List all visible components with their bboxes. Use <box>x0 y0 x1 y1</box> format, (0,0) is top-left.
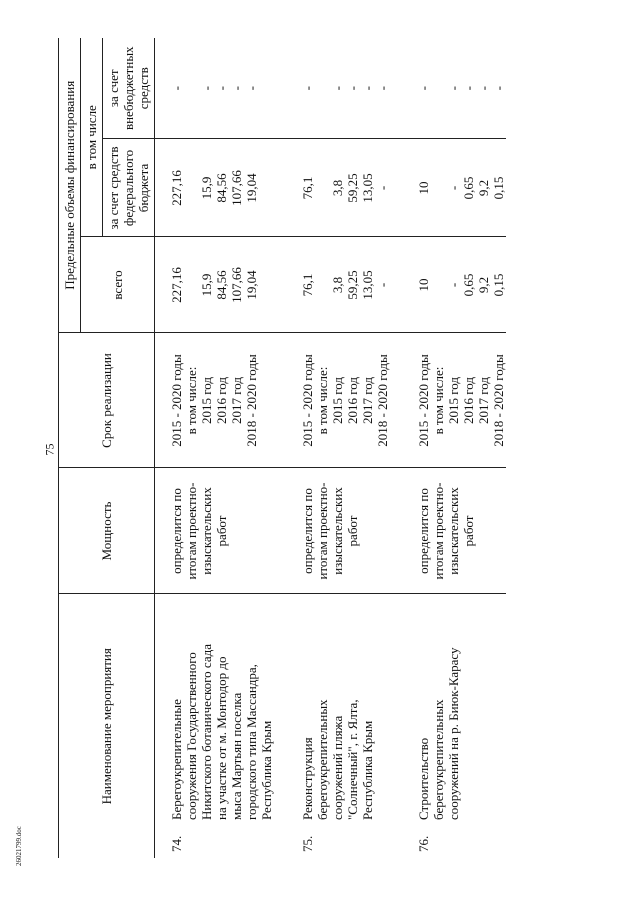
table-row <box>286 38 390 858</box>
table-container <box>58 38 546 858</box>
funding-federal-line: 0,65 <box>461 176 476 200</box>
spacer-cell <box>274 824 286 858</box>
funding-federal-line: 3,8 <box>330 179 345 197</box>
funding-extrabudgetary-line: - <box>244 86 259 91</box>
funding-federal-line: 15,9 <box>199 176 214 200</box>
funding-extrabudgetary-line: - <box>229 86 244 91</box>
funding-extrabudgetary-line <box>184 42 199 135</box>
capacity-line: работ <box>345 515 360 547</box>
funding-total-line: 0,15 <box>491 273 506 297</box>
implementation-period-line: 2016 год <box>214 377 229 424</box>
table-row <box>155 38 275 858</box>
funding-total-line <box>315 242 330 329</box>
implementation-period-line: 2017 год <box>360 377 375 424</box>
activity-name-line: берегоукрепительных <box>431 699 446 820</box>
funding-extrabudgetary <box>402 38 506 139</box>
activity-name <box>286 594 390 824</box>
header-including: в том числе <box>81 38 103 237</box>
page-number: 75 <box>42 443 57 456</box>
implementation-period-line: 2016 год <box>345 377 360 424</box>
funding-federal-line: - <box>375 185 390 191</box>
funding-total <box>155 237 275 333</box>
activity-name-line: "Солнечный", г. Ялта, <box>345 699 360 820</box>
funding-federal <box>402 139 506 237</box>
funding-total-line: 10 <box>416 278 431 292</box>
funding-extrabudgetary-line: - <box>214 86 229 91</box>
spacer-cell <box>274 468 286 594</box>
spacer-cell <box>274 38 286 139</box>
funding-extrabudgetary-line: - <box>345 86 360 91</box>
activity-name-line: сооружений пляжа <box>330 715 345 820</box>
funding-federal-line: 9,2 <box>476 179 491 197</box>
implementation-period-line: 2015 - 2020 годы <box>300 354 315 447</box>
implementation-period-line: 2017 год <box>476 377 491 424</box>
implementation-period-line: 2016 год <box>461 377 476 424</box>
implementation-period-line: 2015 - 2020 годы <box>416 354 431 447</box>
implementation-period-line: 2018 - 2020 годы <box>375 354 390 447</box>
header-period: Срок реализации <box>59 333 155 468</box>
activity-name-line: Реконструкция <box>300 737 315 820</box>
capacity-line: определится по <box>169 488 184 574</box>
funding-federal <box>286 139 390 237</box>
header-federal: за счет средств федерального бюджета <box>103 139 155 237</box>
spacer-cell <box>390 333 402 468</box>
funding-federal-line: 107,66 <box>229 170 244 206</box>
capacity-line: изыскательских <box>446 487 461 575</box>
funding-total <box>402 237 506 333</box>
funding-total-line: 9,2 <box>476 276 491 294</box>
implementation-period-line: в том числе: <box>184 366 199 435</box>
capacity-line: изыскательских <box>199 487 214 575</box>
activity-name <box>402 594 506 824</box>
spacer-cell <box>274 333 286 468</box>
spacer-cell <box>274 594 286 824</box>
funding-federal-line <box>431 144 446 233</box>
document-code: 26021799.doc <box>15 826 23 866</box>
activity-name-line: Республика Крым <box>259 720 274 820</box>
implementation-period-line: 2015 год <box>330 377 345 424</box>
funding-total-line: 19,04 <box>244 270 259 300</box>
funding-extrabudgetary-line: - <box>446 86 461 91</box>
activity-name-line: Берегоукрепительные <box>169 699 184 820</box>
activity-name-line: сооружений на р. Биюк-Карасу <box>446 647 461 820</box>
activity-name-line: Республика Крым <box>360 720 375 820</box>
activity-name-line: берегоукрепительных <box>315 699 330 820</box>
implementation-period <box>286 333 390 468</box>
funding-federal-line: 10 <box>416 181 431 195</box>
funding-extrabudgetary-line: - <box>300 86 315 91</box>
capacity-line: итогам проектно- <box>184 482 199 580</box>
implementation-period-line: 2017 год <box>229 377 244 424</box>
funding-extrabudgetary-line: - <box>199 86 214 91</box>
funding-federal-line: 84,56 <box>214 173 229 203</box>
funding-extrabudgetary <box>155 38 275 139</box>
spacer-cell <box>390 38 402 139</box>
funding-total-line <box>431 242 446 329</box>
header-funding-group: Предельные объемы финансирования <box>59 38 81 333</box>
funding-federal-line: 76,1 <box>300 176 315 200</box>
table-body <box>155 38 507 858</box>
capacity <box>402 468 506 594</box>
implementation-period-line: 2015 год <box>199 377 214 424</box>
implementation-period-line: 2018 - 2020 годы <box>491 354 506 447</box>
activity-name-line: мыса Мартьян поселка <box>229 692 244 820</box>
spacer-cell <box>390 594 402 824</box>
activity-name-line: городского типа Массандра, <box>244 664 259 820</box>
funding-federal-line: - <box>446 185 461 191</box>
capacity-line: работ <box>214 515 229 547</box>
implementation-period-line: 2018 - 2020 годы <box>244 354 259 447</box>
header-capacity: Мощность <box>59 468 155 594</box>
capacity-line: определится по <box>416 488 431 574</box>
capacity-line: итогам проектно- <box>315 482 330 580</box>
capacity <box>286 468 390 594</box>
implementation-period <box>402 333 506 468</box>
funding-total-line: 13,05 <box>360 270 375 300</box>
row-number: 76. <box>416 835 431 852</box>
activity-name <box>155 594 275 824</box>
funding-extrabudgetary-line: - <box>375 86 390 91</box>
row-number: 74. <box>169 835 184 852</box>
funding-total-line <box>184 242 199 329</box>
capacity-line: определится по <box>300 488 315 574</box>
funding-federal-line: 59,25 <box>345 173 360 203</box>
funding-total-line: - <box>446 282 461 288</box>
funding-total-line: 76,1 <box>300 273 315 297</box>
activity-name-line: Никитского ботанического сада <box>199 643 214 820</box>
funding-total-line: 3,8 <box>330 276 345 294</box>
header-name: Наименование мероприятия <box>59 594 155 858</box>
capacity-line: работ <box>461 515 476 547</box>
capacity-line: изыскательских <box>330 487 345 575</box>
spacer-cell <box>274 139 286 237</box>
funding-total <box>286 237 390 333</box>
funding-extrabudgetary-line: - <box>360 86 375 91</box>
spacer-cell <box>390 824 402 858</box>
funding-extrabudgetary-line: - <box>416 86 431 91</box>
funding-extrabudgetary-line: - <box>461 86 476 91</box>
row-number: 75. <box>300 835 315 852</box>
activity-name-line: на участке от м. Монтодор до <box>214 656 229 820</box>
spacer-cell <box>390 468 402 594</box>
funding-extrabudgetary-line: - <box>476 86 491 91</box>
table-row <box>402 38 506 858</box>
implementation-period <box>155 333 275 468</box>
funding-extrabudgetary-line <box>431 42 446 135</box>
funding-extrabudgetary-line <box>315 42 330 135</box>
funding-extrabudgetary-line: - <box>491 86 506 91</box>
capacity <box>155 468 275 594</box>
funding-federal-line <box>184 144 199 233</box>
capacity-line: итогам проектно- <box>431 482 446 580</box>
row-spacer <box>390 38 402 858</box>
funding-federal-line: 19,04 <box>244 173 259 203</box>
activity-name-line: Строительство <box>416 737 431 820</box>
activity-name-line: сооружения Государственного <box>184 652 199 820</box>
implementation-period-line: 2015 год <box>446 377 461 424</box>
spacer-cell <box>390 237 402 333</box>
header-total: всего <box>81 237 155 333</box>
implementation-period-line: 2015 - 2020 годы <box>169 354 184 447</box>
header-extra: за счет внебюджетных средств <box>103 38 155 139</box>
funding-extrabudgetary-line: - <box>330 86 345 91</box>
funding-total-line: 107,66 <box>229 267 244 303</box>
row-spacer <box>274 38 286 858</box>
funding-total-line: 227,16 <box>169 267 184 303</box>
spacer-cell <box>390 139 402 237</box>
funding-extrabudgetary <box>286 38 390 139</box>
funding-federal-line: 13,05 <box>360 173 375 203</box>
funding-total-line: 0,65 <box>461 273 476 297</box>
funding-federal-line: 0,15 <box>491 176 506 200</box>
funding-federal-line <box>315 144 330 233</box>
implementation-period-line: в том числе: <box>315 366 330 435</box>
funding-federal-line: 227,16 <box>169 170 184 206</box>
funding-federal <box>155 139 275 237</box>
funding-extrabudgetary-line: - <box>169 86 184 91</box>
funding-total-line: 15,9 <box>199 273 214 297</box>
funding-total-line: - <box>375 282 390 288</box>
funding-total-line: 84,56 <box>214 270 229 300</box>
funding-total-line: 59,25 <box>345 270 360 300</box>
implementation-period-line: в том числе: <box>431 366 446 435</box>
funding-table <box>58 38 506 858</box>
spacer-cell <box>274 237 286 333</box>
rotated-table-frame <box>58 38 546 858</box>
